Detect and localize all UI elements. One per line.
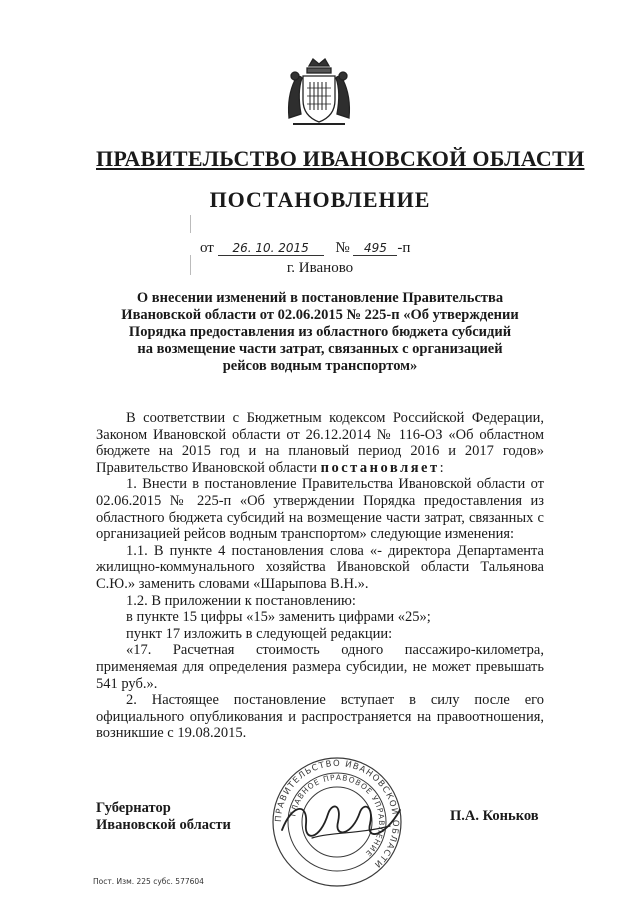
paragraph-1: 1. Внести в постановление Правительства Ивановской области от 02.06.2015 № 225-п «Об утверждении Порядка предоставления из областного бюджета субсидий на возмещение части затрат, связанных с организацией рейсов водным транспортом» следующие изменения: [96, 476, 544, 543]
paragraph-1-1: 1.1. В пункте 4 постановления слова «- директора Департамента жилищно-коммунального хозяйства Ивановской области Тальянова С.Ю.» заменить словами «Шарыпова В.Н.». [96, 542, 544, 592]
signatory-name: П.А. Коньков [450, 808, 539, 824]
date-number-line [200, 240, 410, 257]
footer-reference: Пост. Изм. 225 субс. 577604 [93, 877, 204, 886]
margin-mark [190, 215, 191, 233]
paragraph-1-2-a: в пункте 15 цифры «15» заменить цифрами «25»; [126, 609, 431, 626]
resolution-keyword: постановляет [320, 459, 440, 476]
intro-paragraph: В соответствии с Бюджетным кодексом Российской Федерации, Законом Ивановской области от 26.12.2014 № 116-ОЗ «Об областном бюджете на 2015 год и на плановый период 2016 и 2017 годов» Правительство Ивановской области постановляет: [96, 410, 544, 476]
document-type-title: ПОСТАНОВЛЕНИЕ [209, 187, 431, 212]
date-value: 26. 10. 2015 [218, 241, 324, 256]
number-value: 495 [353, 241, 397, 256]
organization-title: ПРАВИТЕЛЬСТВО ИВАНОВСКОЙ ОБЛАСТИ [96, 146, 585, 171]
coat-of-arms-emblem [283, 56, 355, 130]
seal-inner-text: ГЛАВНОЕ ПРАВОВОЕ УПРАВЛЕНИЕ [288, 772, 387, 859]
number-prefix: № [335, 240, 350, 256]
paragraph-2: 2. Настоящее постановление вступает в силу после его официального опубликования и распространяется на правоотношения, возникшие с 19.08.2015. [96, 692, 544, 742]
city-name: г. Иваново [286, 260, 354, 276]
official-seal-stamp [262, 752, 412, 892]
seal-outer-text: ПРАВИТЕЛЬСТВО ИВАНОВСКОЙ ОБЛАСТИ [273, 758, 401, 870]
number-suffix: -п [397, 240, 411, 256]
paragraph-1-2-b: пункт 17 изложить в следующей редакции: [126, 625, 393, 642]
paragraph-17: «17. Расчетная стоимость одного пассажиро-километра, применяемая для определения размера субсидии, не может превышать 541 руб.». [96, 642, 544, 692]
document-body [96, 410, 544, 742]
document-subject: О внесении изменений в постановление Правительства Ивановской области от 02.06.2015 № 225-п «Об утверждении Порядка предоставления из областного бюджета субсидий на возмещение части затрат, связанных с организацией рейсов водным транспортом» [121, 290, 519, 374]
signatory-position: Губернатор Ивановской области [96, 800, 231, 833]
date-prefix: от [200, 240, 214, 256]
paragraph-1-2: 1.2. В приложении к постановлению: [126, 592, 356, 609]
